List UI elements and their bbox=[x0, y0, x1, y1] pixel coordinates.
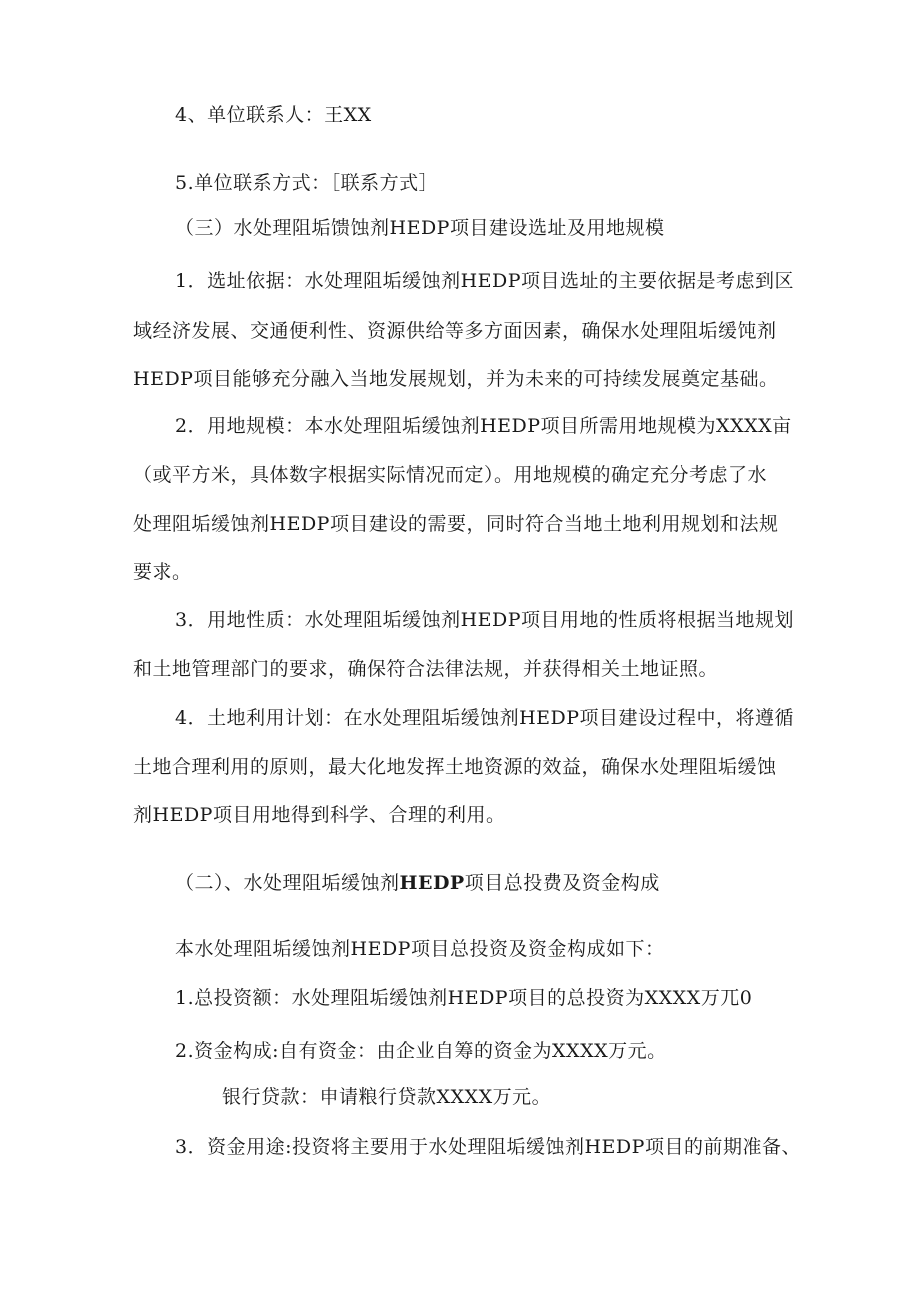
paragraph-site-basis-line-2: 域经济发展、交通便利性、资源供给等多方面因素，确保水处理阻垢缓饨剂 bbox=[133, 320, 777, 342]
paragraph-land-plan-line-2: 土地合理利用的原则，最大化地发挥土地资源的效益，确保水处理阻垢缓蚀 bbox=[133, 756, 777, 778]
paragraph-land-scale-line-2: （或平方米，具体数字根据实际情况而定）。用地规模的确定充分考虑了水 bbox=[133, 464, 768, 486]
section-heading-investment-part-2: 项目总投费及资金构成 bbox=[464, 872, 660, 894]
paragraph-land-scale-line-1: 2．用地规模：本水处理阻垢缓蚀剂HEDP项目所需用地规模为XXXX亩 bbox=[175, 415, 792, 437]
contact-person-line: 4、单位联系人：王XX bbox=[175, 104, 372, 126]
investment-usage-line: 3．资金用途:投资将主要用于水处理阻垢缓蚀剂HEDP项目的前期准备、 bbox=[175, 1136, 801, 1158]
paragraph-site-basis-line-1: 1．选址依据：水处理阻垢缓蚀剂HEDP项目选址的主要依据是考虑到区 bbox=[175, 270, 795, 292]
investment-composition-line: 2.资金构成:自有资金：由企业自筹的资金为XXXX万元。 bbox=[175, 1040, 667, 1062]
paragraph-land-plan-line-1: 4．土地利用计划：在水处理阻垢缓蚀剂HEDP项目建设过程中，将遵循 bbox=[175, 707, 795, 729]
contact-method-line: 5.单位联系方式：［联系方式］ bbox=[175, 172, 439, 194]
section-heading-investment bbox=[175, 870, 660, 896]
paragraph-land-nature-line-1: 3．用地性质：水处理阻垢缓蚀剂HEDP项目用地的性质将根据当地规划 bbox=[175, 609, 795, 631]
investment-total-line: 1.总投资额：水处理阻垢缓蚀剂HEDP项目的总投资为XXXX万兀0 bbox=[175, 987, 753, 1009]
section-heading-investment-part-1: （二）、水处理阻垢缓蚀剂 bbox=[175, 872, 400, 894]
paragraph-land-scale-line-3: 处理阻垢缓蚀剂HEDP项目建设的需要，同时符合当地土地利用规划和法规 bbox=[133, 513, 779, 535]
section-heading-site: （三）水处理阻垢馈蚀剂HEDP项目建设选址及用地规模 bbox=[175, 217, 665, 239]
paragraph-land-plan-line-3: 剂HEDP项目用地得到科学、合理的利用。 bbox=[133, 804, 506, 826]
paragraph-land-nature-line-2: 和土地管理部门的要求，确保符合法律法规，并获得相关土地证照。 bbox=[133, 658, 719, 680]
paragraph-land-scale-line-4: 要求。 bbox=[133, 561, 192, 583]
investment-bank-loan-line: 银行贷款：申请粮行贷款XXXX万元。 bbox=[222, 1086, 552, 1108]
section-heading-investment-hedp: HEDP bbox=[399, 872, 465, 894]
investment-intro-line: 本水处理阻垢缓蚀剂HEDP项目总投资及资金构成如下： bbox=[175, 938, 665, 960]
paragraph-site-basis-line-3: HEDP项目能够充分融入当地发展规划，并为未来的可持续发展奠定基础。 bbox=[133, 368, 779, 390]
